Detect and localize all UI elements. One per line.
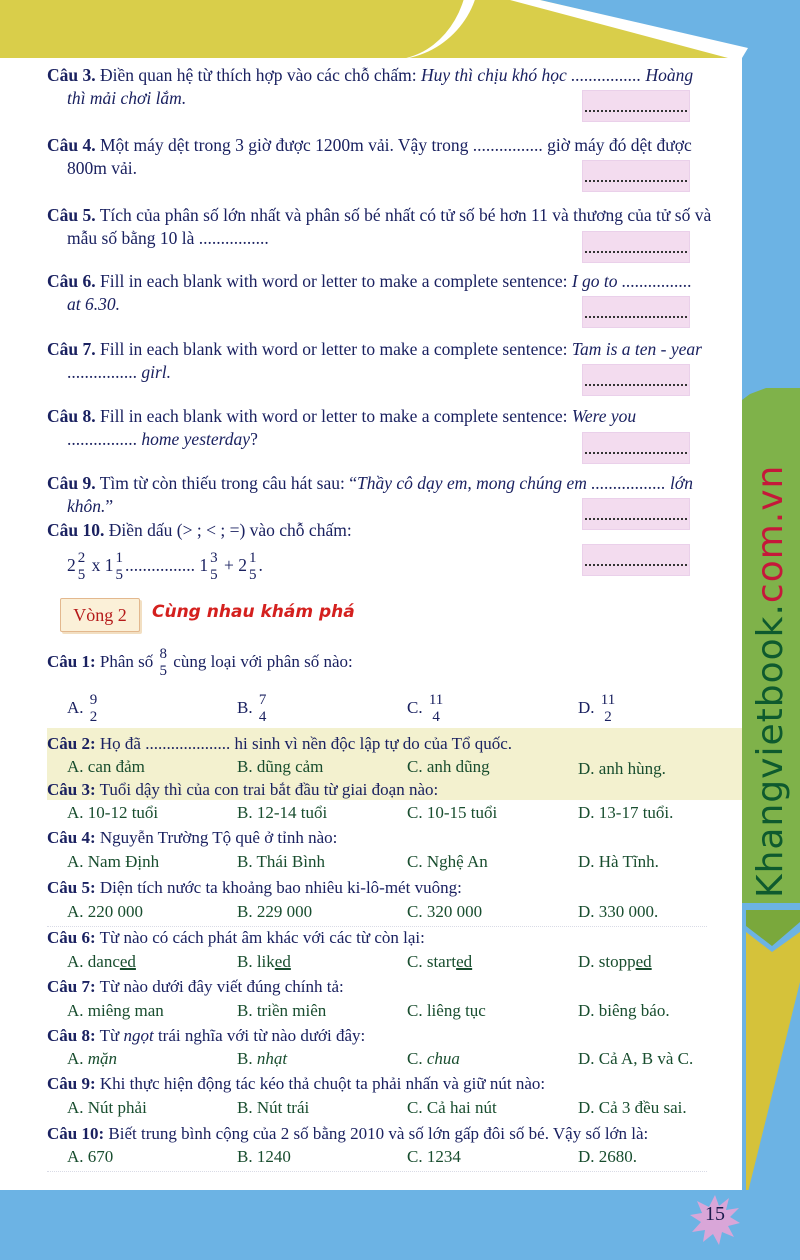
option-c[interactable] — [407, 1049, 460, 1069]
option-b[interactable]: B. Thái Bình — [237, 852, 325, 871]
denominator: 5 — [77, 567, 86, 583]
blank-dots: ................ — [67, 362, 142, 382]
numerator: 2 — [77, 550, 86, 566]
question-label: Câu 1: — [47, 651, 96, 671]
mcq-options — [67, 1049, 747, 1071]
option-text: Cả A, B và C. — [598, 1049, 694, 1068]
option-c[interactable]: C. 10-15 tuổi — [407, 803, 498, 822]
divider — [47, 1171, 707, 1172]
question-7 — [47, 338, 733, 384]
question-label: Câu 5. — [47, 205, 96, 225]
mixed-whole: 1 — [199, 555, 209, 576]
question-continuation — [47, 495, 733, 518]
mcq-options — [67, 803, 747, 825]
question-label: Câu 10: — [47, 1124, 105, 1143]
question-label: Câu 2: — [47, 734, 96, 753]
blank-dots: ................ — [125, 555, 195, 576]
option-d[interactable] — [578, 1049, 693, 1069]
question-label: Câu 10. — [47, 520, 105, 540]
option-text: B. lik — [237, 952, 275, 971]
question-text: Điền quan hệ từ thích hợp vào các chỗ chấm: — [100, 65, 421, 85]
mcq-options — [67, 952, 747, 974]
numerator: 1 — [115, 550, 123, 566]
underlined-ending: ed — [456, 952, 473, 971]
question-4 — [47, 134, 733, 180]
numerator: 1 — [249, 550, 257, 566]
option-d[interactable]: D. biêng báo. — [578, 1001, 670, 1020]
option-b[interactable] — [237, 692, 268, 726]
option-letter: C. — [407, 697, 423, 717]
watermark-tld: com.vn — [750, 464, 791, 604]
question-label: Câu 6: — [47, 928, 96, 947]
numerator: 7 — [258, 692, 267, 708]
question-text: Tích của phân số lớn nhất và phân số bé nhất có tử số bé hơn 11 và thương của tử số và — [99, 205, 712, 225]
option-c[interactable]: C. 1234 — [407, 1147, 461, 1166]
operator: + — [224, 555, 234, 576]
mcq-question-10 — [47, 1123, 733, 1145]
option-b[interactable]: B. 229 000 — [237, 902, 313, 921]
option-a[interactable]: A. can đảm — [67, 757, 145, 776]
question-label: Câu 9. — [47, 473, 96, 493]
mcq-question-6 — [47, 927, 733, 949]
mcq-question-9 — [47, 1073, 733, 1095]
option-b[interactable]: B. 1240 — [237, 1147, 291, 1166]
numerator: 11 — [428, 692, 444, 708]
fraction — [259, 692, 267, 726]
question-text: Điền dấu (> ; < ; =) vào chỗ chấm: — [108, 520, 352, 540]
question-text: Fill in each blank with word or letter to make a complete sentence: — [100, 339, 572, 359]
option-a[interactable]: A. 220 000 — [67, 902, 144, 921]
math-expression — [67, 550, 263, 584]
question-italic: Were you — [571, 406, 637, 426]
option-letter: B. — [237, 1049, 257, 1068]
question-9 — [47, 472, 733, 518]
question-italic: ngọt — [123, 1026, 154, 1045]
numerator: 3 — [210, 550, 218, 566]
option-text: A. danc — [67, 952, 120, 971]
option-d[interactable]: D. 330 000. — [578, 902, 659, 921]
option-a[interactable]: A. miêng man — [67, 1001, 164, 1020]
option-c[interactable]: C. Nghệ An — [407, 852, 488, 871]
fraction — [116, 550, 124, 584]
option-d[interactable]: D. 13-17 tuổi. — [578, 803, 674, 822]
question-text: cùng loại với phân số nào: — [173, 651, 353, 671]
fraction — [78, 550, 86, 584]
option-text: nhạt — [256, 1049, 288, 1068]
option-a[interactable]: A. Nút phải — [67, 1098, 147, 1117]
option-d[interactable]: D. Cả 3 đều sai. — [578, 1098, 687, 1117]
period: . — [258, 555, 263, 576]
option-letter: D. — [578, 1049, 599, 1068]
denominator: 2 — [89, 709, 98, 725]
option-letter: A. — [67, 697, 84, 717]
publisher-watermark — [749, 398, 793, 898]
question-label: Câu 6. — [47, 271, 96, 291]
question-label: Câu 8. — [47, 406, 96, 426]
question-tail: ” — [105, 496, 114, 516]
mixed-whole: 2 — [238, 555, 247, 576]
question-label: Câu 3. — [47, 65, 96, 85]
mcq-question-3 — [47, 779, 733, 801]
question-5 — [47, 204, 733, 250]
option-b[interactable] — [237, 952, 291, 972]
option-letter: C. — [407, 1049, 427, 1068]
option-d[interactable]: D. Hà Tĩnh. — [578, 852, 659, 871]
fraction — [249, 550, 257, 584]
option-c[interactable]: C. Cả hai nút — [407, 1098, 497, 1117]
option-letter: D. — [578, 697, 595, 717]
question-label: Câu 4. — [47, 135, 96, 155]
question-continuation — [47, 428, 733, 451]
option-b[interactable]: B. 12-14 tuổi — [237, 803, 328, 822]
option-c[interactable]: C. liêng tục — [407, 1001, 486, 1020]
question-text: Nguyễn Trường Tộ quê ở tỉnh nào: — [99, 828, 338, 847]
question-text: Khi thực hiện động tác kéo thả chuột ta phải nhấn và giữ nút nào: — [99, 1074, 546, 1093]
operator: x — [91, 555, 101, 576]
question-text: Fill in each blank with word or letter to make a complete sentence: — [100, 406, 572, 426]
question-italic: Tam is a ten - year — [571, 339, 702, 359]
option-d[interactable]: D. 2680. — [578, 1147, 638, 1166]
option-text: chua — [426, 1049, 460, 1068]
mcq-options — [67, 692, 747, 725]
fraction — [601, 692, 615, 726]
option-a[interactable]: A. 670 — [67, 1147, 114, 1166]
question-italic: home yesterday — [141, 429, 251, 449]
option-a[interactable]: A. 10-12 tuổi — [67, 803, 159, 822]
underlined-ending: ed — [635, 952, 652, 971]
option-d[interactable] — [578, 692, 617, 726]
question-text: Từ nào dưới đây viết đúng chính tả: — [99, 977, 344, 996]
option-a[interactable] — [67, 692, 99, 726]
denominator: 5 — [249, 567, 257, 583]
option-c[interactable]: C. 320 000 — [407, 902, 483, 921]
question-italic: girl. — [141, 362, 172, 382]
question-label: Câu 4: — [47, 828, 96, 847]
option-d[interactable]: D. anh hùng. — [578, 759, 666, 778]
question-continuation: thì mải chơi lắm. — [67, 88, 187, 108]
mcq-options — [67, 902, 747, 924]
question-continuation: 800m vải. — [67, 158, 137, 178]
option-text: C. start — [407, 952, 457, 971]
question-3 — [47, 64, 733, 110]
option-c[interactable] — [407, 952, 472, 972]
question-text: Biết trung bình cộng của 2 số bằng 2010 và số lớn gấp đôi số bé. Vậy số lớn là: — [108, 1124, 649, 1143]
option-b[interactable]: B. Nút trái — [237, 1098, 310, 1117]
question-italic: Huy thì chịu khó học ................ Hoàng — [421, 65, 694, 85]
question-label: Câu 3: — [47, 780, 96, 799]
option-c[interactable]: C. anh dũng — [407, 757, 490, 776]
mcq-question-4 — [47, 827, 733, 849]
mcq-question-8 — [47, 1025, 733, 1047]
question-continuation — [47, 361, 733, 384]
question-italic: khôn. — [67, 496, 106, 516]
round-title: Cùng nhau khám phá — [152, 602, 355, 622]
question-8 — [47, 405, 733, 451]
denominator: 4 — [432, 709, 440, 725]
option-b[interactable]: B. triền miên — [237, 1001, 327, 1020]
denominator: 5 — [159, 663, 168, 679]
mcq-options — [67, 1147, 747, 1169]
question-6 — [47, 270, 733, 316]
option-letter: A. — [67, 1049, 88, 1068]
denominator: 5 — [210, 567, 218, 583]
question-continuation: mẫu số bằng 10 là ................ — [67, 228, 269, 248]
question-text: Diện tích nước ta khoảng bao nhiêu ki-lô-mét vuông: — [99, 878, 462, 897]
mcq-options — [67, 1098, 747, 1120]
question-continuation: at 6.30. — [67, 294, 120, 314]
mixed-whole: 2 — [67, 555, 76, 576]
mcq-options — [67, 757, 747, 779]
fraction — [429, 692, 443, 726]
question-tail: ? — [250, 429, 258, 449]
round-badge: Vòng 2 — [60, 598, 140, 632]
question-text: Họ đã .................... hi sinh vì nền độc lập tự do của Tổ quốc. — [99, 734, 513, 753]
option-text: mặn — [87, 1049, 118, 1068]
question-italic: I go to ................ — [571, 271, 692, 291]
numerator: 8 — [159, 646, 168, 662]
option-letter: B. — [237, 697, 253, 717]
mcq-question-1 — [47, 646, 733, 680]
question-10 — [47, 519, 733, 542]
page-number: 15 — [705, 1203, 725, 1225]
question-label: Câu 5: — [47, 878, 96, 897]
fraction — [210, 550, 218, 584]
mcq-options — [67, 852, 747, 874]
denominator: 4 — [258, 709, 267, 725]
mcq-question-7 — [47, 976, 733, 998]
option-b[interactable] — [237, 1049, 287, 1069]
mixed-whole: 1 — [104, 555, 114, 576]
option-a[interactable] — [67, 1049, 117, 1069]
option-d[interactable] — [578, 952, 652, 972]
fraction — [160, 646, 168, 680]
option-a[interactable] — [67, 952, 136, 972]
mcq-options — [67, 1001, 747, 1023]
fraction — [90, 692, 98, 726]
denominator: 2 — [604, 709, 612, 725]
question-text: trái nghĩa với từ nào dưới đây: — [153, 1026, 366, 1045]
option-text: D. stopp — [578, 952, 636, 971]
question-label: Câu 7: — [47, 977, 96, 996]
option-c[interactable] — [407, 692, 445, 726]
question-text: Phân số — [99, 651, 154, 671]
watermark-main: Khangvietbook. — [750, 603, 791, 898]
option-a[interactable]: A. Nam Định — [67, 852, 160, 871]
question-text: Một máy dệt trong 3 giờ được 1200m vải. Vậy trong ................ giờ máy đó dệt được — [100, 135, 692, 155]
question-text: Tìm từ còn thiếu trong câu hát sau: “ — [99, 473, 358, 493]
numerator: 9 — [89, 692, 98, 708]
bottom-blue-band — [0, 1190, 800, 1260]
mcq-question-5 — [47, 877, 733, 899]
blank-dots: ................ — [67, 429, 142, 449]
answer-box[interactable] — [582, 544, 690, 576]
question-text: Fill in each blank with word or letter to make a complete sentence: — [100, 271, 572, 291]
question-text: Từ nào có cách phát âm khác với các từ còn lại: — [99, 928, 425, 947]
question-label: Câu 8: — [47, 1026, 96, 1045]
underlined-ending: ed — [274, 952, 291, 971]
mcq-question-2 — [47, 733, 733, 755]
question-italic: Thầy cô dạy em, mong chúng em ................. lớn — [357, 473, 693, 493]
question-text: Từ — [99, 1026, 124, 1045]
underlined-ending: ed — [119, 952, 136, 971]
denominator: 5 — [115, 567, 123, 583]
question-text: Tuổi dậy thì của con trai bắt đầu từ giai đoạn nào: — [99, 780, 439, 799]
option-b[interactable]: B. dũng cảm — [237, 757, 324, 776]
question-label: Câu 7. — [47, 339, 96, 359]
numerator: 11 — [600, 692, 616, 708]
question-label: Câu 9: — [47, 1074, 96, 1093]
